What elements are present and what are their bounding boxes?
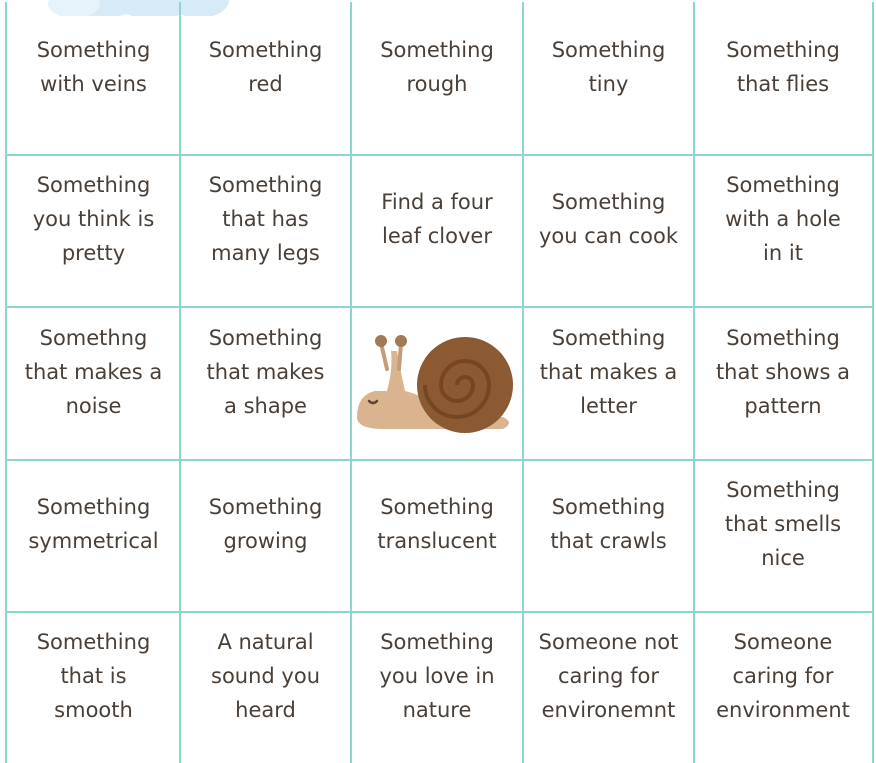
cell-text	[540, 321, 677, 423]
bingo-cell	[7, 0, 180, 143]
cell-text-line: Somethng	[39, 325, 148, 350]
cell-text-line: that makes a	[539, 359, 678, 384]
cell-text-line: you can cook	[538, 224, 679, 248]
cell-text	[33, 168, 155, 270]
cell-text-line: A natural	[217, 629, 314, 654]
cell-text-line: environemnt	[541, 697, 676, 722]
cell-text-line: that makes	[206, 359, 325, 384]
snail-icon	[353, 325, 521, 435]
cell-text-line: Something	[36, 629, 151, 654]
bingo-cell	[694, 0, 872, 143]
bingo-cell	[7, 448, 180, 600]
cell-text	[552, 33, 666, 101]
cell-text-line: Something	[380, 37, 494, 62]
cell-text-line: rough	[406, 71, 468, 96]
cell-text-line: that shows a	[715, 359, 851, 384]
bingo-cell	[523, 0, 694, 143]
cell-text-line: you love in	[379, 663, 495, 688]
cell-text	[539, 625, 679, 727]
bingo-cell	[7, 295, 180, 448]
cell-text	[539, 185, 678, 253]
cell-text-line: that has	[222, 207, 309, 231]
cell-text-line: leaf clover	[382, 224, 492, 248]
bingo-cell	[523, 600, 694, 751]
cell-text-line: Find a four	[381, 190, 493, 214]
bingo-cell	[694, 295, 872, 448]
cell-text-line: many legs	[211, 241, 320, 265]
cell-text-line: in it	[763, 241, 803, 265]
cell-text-line: Someone	[733, 629, 833, 654]
cell-text-line: sound you	[211, 663, 320, 688]
cell-text-line: letter	[580, 393, 637, 418]
bingo-cell	[180, 0, 351, 143]
cell-text-line: Something	[36, 495, 151, 519]
cell-text-line: Something	[208, 495, 323, 519]
cell-text-line: Something	[551, 495, 666, 519]
cell-text-line: Something	[36, 37, 151, 62]
cell-text-line: Something	[726, 325, 840, 350]
cell-text	[381, 185, 492, 253]
bingo-cell	[351, 0, 523, 143]
bingo-cell	[351, 303, 523, 456]
cell-text-line: Something	[36, 173, 151, 197]
cell-text-line: nature	[402, 697, 472, 722]
cell-text-line: pattern	[744, 393, 822, 418]
cell-text-line: Something	[208, 173, 323, 197]
bingo-cell	[351, 600, 523, 751]
cell-text-line: caring for	[557, 663, 660, 688]
cell-text-line: that crawls	[550, 529, 667, 553]
bingo-cell	[180, 600, 351, 751]
bingo-cell	[694, 448, 872, 600]
cell-text	[37, 625, 151, 727]
cell-text-line: translucent	[377, 529, 497, 553]
cell-text-line: that smells	[724, 512, 842, 536]
cell-text-line: Something	[208, 325, 323, 350]
cell-text-line: pretty	[61, 241, 126, 265]
cell-text	[716, 321, 850, 423]
bingo-cell	[694, 600, 872, 751]
bingo-cell	[523, 448, 694, 600]
cell-text	[28, 490, 158, 558]
cell-text-line: noise	[65, 393, 122, 418]
cell-text-line: nice	[761, 546, 805, 570]
cell-text-line: Something	[380, 629, 494, 654]
cell-text	[377, 490, 496, 558]
cell-text-line: smooth	[54, 697, 133, 722]
cell-text	[716, 625, 850, 727]
cell-text	[25, 321, 162, 423]
bingo-cell	[180, 448, 351, 600]
cell-text-line: Something	[551, 37, 666, 62]
bingo-cell	[7, 143, 180, 295]
cell-text	[209, 168, 323, 270]
cell-text-line: Something	[551, 325, 666, 350]
cell-text	[379, 625, 494, 727]
cell-text	[725, 168, 841, 270]
cell-text-line: a shape	[224, 393, 307, 418]
cell-text	[207, 321, 325, 423]
cell-text-line: Something	[726, 478, 840, 502]
cell-text-line: with veins	[40, 71, 147, 96]
cell-text	[37, 33, 151, 101]
cell-text	[726, 33, 840, 101]
bingo-cell	[523, 295, 694, 448]
cell-text-line: that is	[60, 663, 127, 688]
bingo-cell	[523, 143, 694, 295]
cell-text-line: heard	[235, 697, 296, 722]
cell-text	[725, 473, 841, 575]
bingo-cell	[351, 448, 523, 600]
cell-text	[209, 490, 323, 558]
cell-text	[211, 625, 320, 727]
cell-text-line: Something	[208, 37, 323, 62]
cell-text-line: Someone not	[538, 629, 679, 654]
bingo-cell	[694, 143, 872, 295]
bingo-cell	[180, 295, 351, 448]
cell-text-line: growing	[223, 529, 308, 553]
cell-text	[209, 33, 323, 101]
cell-text-line: red	[248, 71, 283, 96]
bingo-grid	[5, 2, 874, 763]
bingo-cell	[351, 143, 523, 295]
cell-text-line: Something	[726, 37, 840, 62]
bingo-cell	[180, 143, 351, 295]
cell-text-line: you think is	[32, 207, 155, 231]
cell-text-line: Something	[380, 495, 494, 519]
cell-text-line: Something	[551, 190, 666, 214]
cell-text-line: symmetrical	[28, 529, 159, 553]
cell-text-line: Something	[726, 173, 840, 197]
cell-text-line: tiny	[588, 71, 629, 96]
cell-text-line: with a hole	[725, 207, 841, 231]
cell-text	[550, 490, 666, 558]
bingo-cell	[7, 600, 180, 751]
cell-text-line: that flies	[736, 71, 830, 96]
cell-text-line: that makes a	[24, 359, 163, 384]
cell-text-line: caring for	[732, 663, 834, 688]
cell-text-line: environment	[716, 697, 850, 722]
cell-text	[380, 33, 494, 101]
